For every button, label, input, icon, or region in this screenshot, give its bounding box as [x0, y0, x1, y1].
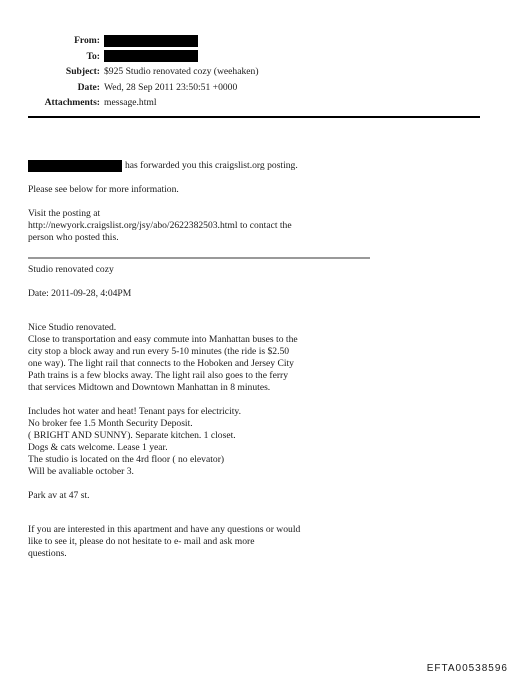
sender-redaction	[28, 160, 122, 172]
detail-line: Dogs & cats welcome. Lease 1 year.	[28, 442, 168, 453]
attachments-row	[20, 95, 460, 111]
email-header	[20, 33, 460, 111]
separator-line	[28, 257, 370, 259]
detail-line: ( BRIGHT AND SUNNY). Separate kitchen. 1 closet.	[28, 430, 236, 441]
posting-link[interactable]: http://newyork.craigslist.org/jsy/abo/2622382503.html to contact the	[28, 220, 292, 231]
contact-line: If you are interested in this apartment and have any questions or would	[28, 524, 301, 535]
desc-line: city stop a block away and run every 5-10 minutes (the ride is $2.50	[28, 346, 290, 357]
visit-line-3: person who posted this.	[28, 232, 119, 243]
header-divider	[28, 116, 480, 118]
posting-date: Date: 2011-09-28, 4:04PM	[28, 288, 132, 299]
forward-text: has forwarded you this craigslist.org posting.	[125, 160, 298, 171]
desc-line: Close to transportation and easy commute into Manhattan buses to the	[28, 334, 298, 345]
see-below-text: Please see below for more information.	[28, 184, 179, 195]
location-text: Park av at 47 st.	[28, 490, 90, 501]
date-row	[20, 80, 460, 96]
desc-line: Path trains is a few blocks away. The light rail also goes to the ferry	[28, 370, 289, 381]
attachments-label: Attachments:	[44, 97, 100, 109]
email-body	[28, 160, 328, 244]
from-redaction	[104, 35, 198, 47]
subject-value: $925 Studio renovated cozy (weehaken)	[104, 66, 259, 78]
from-label: From:	[74, 35, 100, 46]
posting-content	[28, 264, 328, 560]
desc-line: one way). The light rail that connects to the Hoboken and Jersey City	[28, 358, 294, 369]
document-id: EFTA00538596	[426, 663, 508, 674]
detail-line: The studio is located on the 4rd floor ( no elevator)	[28, 454, 225, 465]
detail-line: Includes hot water and heat! Tenant pays for electricity.	[28, 406, 241, 417]
forward-line	[28, 160, 328, 172]
subject-label: Subject:	[65, 66, 100, 78]
from-row	[20, 33, 460, 49]
posting-title: Studio renovated cozy	[28, 264, 114, 275]
visit-line-1: Visit the posting at	[28, 208, 101, 219]
contact-line: like to see it, please do not hesitate to e- mail and ask more	[28, 536, 255, 547]
desc-line: that services Midtown and Downtown Manhattan in 8 minutes.	[28, 382, 271, 393]
detail-line: No broker fee 1.5 Month Security Deposit.	[28, 418, 193, 429]
desc-line: Nice Studio renovated.	[28, 322, 117, 333]
contact-line: questions.	[28, 548, 67, 559]
to-redaction	[104, 50, 198, 62]
attachments-value: message.html	[104, 97, 157, 109]
date-value: Wed, 28 Sep 2011 23:50:51 +0000	[104, 81, 238, 93]
detail-line: Will be avaliable october 3.	[28, 466, 134, 477]
details-paragraph	[28, 406, 328, 478]
to-label: To:	[86, 50, 100, 62]
date-label: Date:	[77, 81, 100, 93]
description-paragraph	[28, 322, 328, 394]
contact-paragraph	[28, 524, 328, 560]
subject-row	[20, 64, 460, 80]
to-row	[20, 49, 460, 65]
